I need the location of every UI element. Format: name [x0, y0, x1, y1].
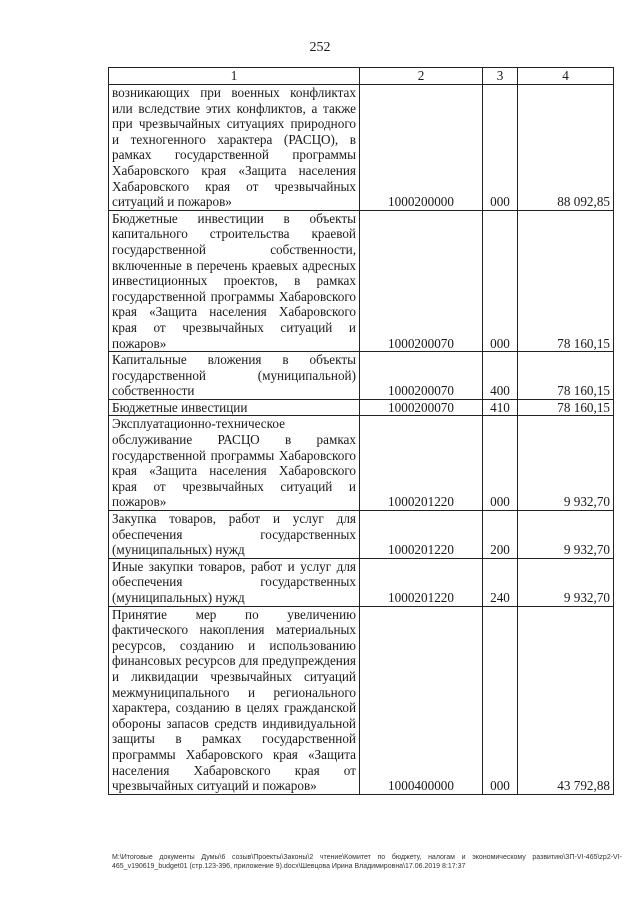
table-row [109, 210, 614, 351]
page-number: 252 [309, 40, 331, 55]
row-target-code: 1000201220 [360, 511, 483, 559]
row-description: Капитальные вложения в объекты государственной (муниципальной) собственности [109, 352, 360, 400]
row-amount: 9 932,70 [518, 558, 614, 606]
row-target-code: 1000200070 [360, 399, 483, 416]
column-header-3: 3 [483, 68, 518, 85]
row-amount: 9 932,70 [518, 416, 614, 511]
row-expense-type: 200 [483, 511, 518, 559]
row-description: Бюджетные инвестиции в объекты капитального строительства краевой государственной собственности, включенные в перечень краевых адресных инвестиционных проектов, в рамках государственной программы Хабаровского края «Защита населения Хабаровского края от чрезвычайных ситуаций и пожаров» [109, 210, 360, 351]
row-target-code: 1000400000 [360, 606, 483, 794]
column-header-4: 4 [518, 68, 614, 85]
budget-table [108, 67, 614, 795]
row-amount: 78 160,15 [518, 352, 614, 400]
table-row [109, 416, 614, 511]
row-expense-type: 240 [483, 558, 518, 606]
table-row [109, 399, 614, 416]
row-target-code: 1000200070 [360, 210, 483, 351]
row-amount: 9 932,70 [518, 511, 614, 559]
column-header-1: 1 [109, 68, 360, 85]
table-row [109, 511, 614, 559]
row-expense-type: 000 [483, 416, 518, 511]
row-expense-type: 000 [483, 210, 518, 351]
table-row [109, 558, 614, 606]
row-target-code: 1000201220 [360, 558, 483, 606]
table-row [109, 606, 614, 794]
row-expense-type: 000 [483, 85, 518, 211]
row-description: Бюджетные инвестиции [109, 399, 360, 416]
table-row [109, 85, 614, 211]
row-expense-type: 000 [483, 606, 518, 794]
row-target-code: 1000200070 [360, 352, 483, 400]
row-amount: 78 160,15 [518, 210, 614, 351]
row-target-code: 1000201220 [360, 416, 483, 511]
row-description: возникающих при военных конфликтах или вследствие этих конфликтов, а также при чрезвычайных ситуациях природного и техногенного характера (РАСЦО), в рамках государственной программы Хабаровского края «Защита населения Хабаровского края от чрезвычайных ситуаций и пожаров» [109, 85, 360, 211]
row-description: Эксплуатационно-техническое обслуживание РАСЦО в рамках государственной программы Хабаровского края «Защита населения Хабаровского края от чрезвычайных ситуаций и пожаров» [109, 416, 360, 511]
row-description: Иные закупки товаров, работ и услуг для обеспечения государственных (муниципальных) нужд [109, 558, 360, 606]
row-amount: 88 092,85 [518, 85, 614, 211]
document-path-footer: M:\Итоговые документы Думы\6 созыв\Проекты\Законы\2 чтение\Комитет по бюджету, налогам и экономическому развитию\ЗП-VI-465\zp2-VI-465_v190619_budget01 (стр.123-396, приложение 9).docx\Шевцова Ирина Владимировна\17.06.2019 8:17:37 [112, 854, 622, 870]
row-expense-type: 400 [483, 352, 518, 400]
row-description: Закупка товаров, работ и услуг для обеспечения государственных (муниципальных) нужд [109, 511, 360, 559]
row-description: Принятие мер по увеличению фактического накопления материальных ресурсов, созданию и использованию финансовых ресурсов для предупреждения и ликвидации чрезвычайных ситуаций межмуниципального и регионального характера, созданию в целях гражданской обороны запасов средств индивидуальной защиты в рамках государственной программы Хабаровского края «Защита населения Хабаровского края от чрезвычайных ситуаций и пожаров» [109, 606, 360, 794]
row-amount: 43 792,88 [518, 606, 614, 794]
row-target-code: 1000200000 [360, 85, 483, 211]
table-row [109, 352, 614, 400]
row-expense-type: 410 [483, 399, 518, 416]
row-amount: 78 160,15 [518, 399, 614, 416]
table-header-row [109, 68, 614, 85]
column-header-2: 2 [360, 68, 483, 85]
